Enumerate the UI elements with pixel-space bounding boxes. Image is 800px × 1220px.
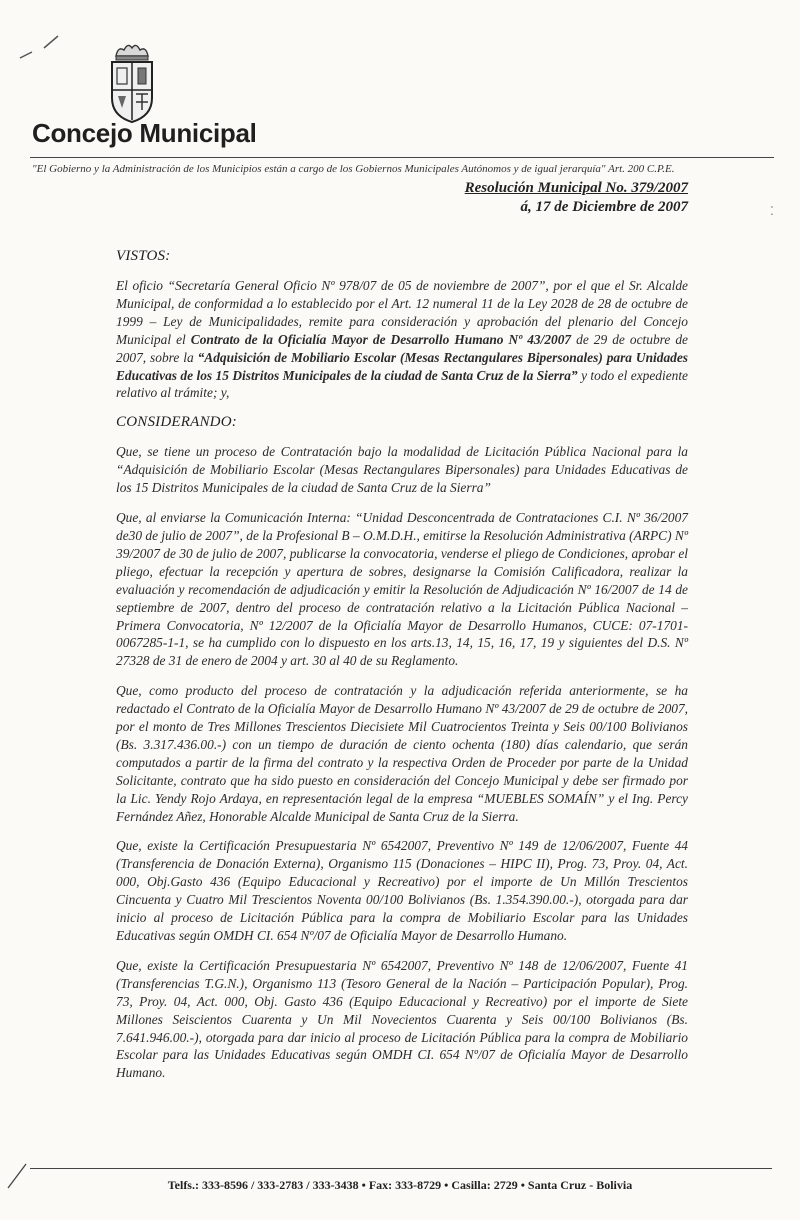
considerando-paragraph: Que, se tiene un proceso de Contratación bajo la modalidad de Licitación Pública Nacional para la “Adquisición de Mobiliario Escolar (Mesas Rectangulares Bipersonales) para Unidades Educativas de los 15 Distritos Municipales de la ciudad de Santa Cruz de la Sierra”: [116, 444, 688, 496]
vistos-text-1: El oficio “Secretaría General Oficio Nº 978/07 de 05 de noviembre de 2007”, por el que el Sr. Alcalde Municipal, de conformidad a lo establecido por el Art. 12 numeral 11 de la Ley 2028 de 28 de octubre de 1999 – Ley de Municipalidades, remite para consideración y aprobación del plenario del Concejo Municipal el: [116, 278, 688, 347]
footer-contact: Telfs.: 333-8596 / 333-2783 / 333-3438 • Fax: 333-8729 • Casilla: 2729 • Santa Cruz - Bolivia: [167, 1178, 633, 1192]
considerando-paragraph: Que, como producto del proceso de contratación y la adjudicación referida anteriormente, se ha redactado el Contrato de la Oficialía Mayor de Desarrollo Humano Nº 43/2007 de 29 de octubre de 2007, por el monto de Tres Millones Trescientos Diecisiete Mil Cuatrocientos Treinta y Seis 00/100 Bolivianos (Bs. 3.317.436.00.-) con un tiempo de duración de ciento ochenta (180) días calendario, que serán computados a partir de la firma del contrato y la respectiva Orden de Proceder por parte de la Unidad Solicitante, contrato que ha sido puesto en consideración del Concejo Municipal y debe ser firmado por la Lic. Yendy Rojo Ardaya, en representación legal de la empresa “MUEBLES SOMAÍN” y el Ing. Percy Fernández Añez, Honorable Alcalde Municipal de Santa Cruz de la Sierra.: [116, 683, 688, 824]
considerando-heading: CONSIDERANDO:: [116, 414, 237, 431]
org-title: Concejo Municipal: [32, 118, 257, 148]
pen-stroke-mark: [14, 30, 74, 66]
resolution-date: á, 17 de Diciembre de 2007: [520, 199, 688, 215]
stray-mark: ⁚: [770, 204, 774, 218]
header-divider: [30, 157, 774, 158]
resolution-number: Resolución Municipal No. 379/2007: [464, 180, 688, 196]
resolution-body: [116, 248, 688, 1094]
vistos-heading: VISTOS:: [116, 248, 171, 264]
vistos-text-2: de 29 de octubre de 2007, sobre la: [116, 331, 688, 365]
vistos-paragraph: [116, 277, 688, 402]
considerando-paragraph: Que, existe la Certificación Presupuestaria Nº 6542007, Preventivo Nº 148 de 12/06/2007, Fuente 41 (Transferencias T.G.N.), Organismo 113 (Tesoro General de la Nación – Participación Popular), Prog. 73, Proy. 04, Act. 000, Obj. Gasto 436 (Equipo Educacional y Recreativo) por el importe de Siete Millones Seiscientos Cuarenta y Un Mil Novecientos Cuarenta y Seis 00/100 Bolivianos (Bs. 7.641.946.00.-), otorgada para dar inicio al proceso de Licitación Pública para la compra de Mobiliario Escolar para las Unidades Educativas según OMDH CI. 654 Nº/07 de Oficialía Mayor de Desarrollo Humano.: [116, 957, 688, 1081]
vistos-text-3: y todo el expediente relativo al trámite; y,: [116, 367, 688, 401]
considerando-paragraph: Que, existe la Certificación Presupuestaria Nº 6542007, Preventivo Nº 149 de 12/06/2007, Fuente 44 (Transferencia de Donación Externa), Organismo 115 (Donaciones – HIPC II), Prog. 73, Proy. 04, Act. 000, Obj.Gasto 436 (Equipo Educacional y Recreativo) por el importe de Un Millón Trescientos Cincuenta y Cuatro Mil Trescientos Noventa 00/100 Bolivianos (Bs. 1.354.390.00.-), otorgada para dar inicio al proceso de Licitación Pública para la compra de Mobiliario Escolar para las Unidades Educativas según OMDH CI. 654 Nº/07 de Oficialía Mayor de Desarrollo Humano.: [116, 838, 688, 943]
vistos-subject: “Adquisición de Mobiliario Escolar (Mesas Rectangulares Bipersonales) para Unidades Educativas de los 15 Distritos Municipales de la ciudad de Santa Cruz de la Sierra”: [116, 349, 688, 383]
motto-line: "El Gobierno y la Administración de los Municipios están a cargo de los Gobiernos Municipales Autónomos y de igual jerarquía" Art. 200 C.P.E.: [32, 163, 675, 175]
considerando-paragraph: Que, al enviarse la Comunicación Interna: “Unidad Desconcentrada de Contrataciones C.I. Nº 36/2007 de30 de julio de 2007”, de la Profesional B – O.M.D.H., emitirse la Resolución Administrativa (ARPC) Nº 39/2007 de 30 de julio de 2007, publicarse la convocatoria, venderse el pliego de Condiciones, aprobar el pliego, efectuar la recepción y apertura de sobres, designarse la Comisión Calificadora, realizar la evaluación y recomendación de adjudicación y emitir la Resolución de Adjudicación Nº 16/2007 de 14 de septiembre de 2007, dentro del proceso de contratación relativo a la Licitación Pública Nacional – Primera Convocatoria, Nº 12/2007 de la Oficialía Mayor de Desarrollo Humanos, CUCE: 07-1701-0067285-1-1, se ha cumplido con lo dispuesto en los arts.13, 14, 15, 16, 17, 19 y siguientes del D.S. Nº 27328 de 31 de enero de 2004 y art. 30 al 40 de su Reglamento.: [116, 510, 688, 669]
footer-divider: [30, 1168, 772, 1169]
vistos-contract-ref: Contrato de la Oficialía Mayor de Desarrollo Humano Nº 43/2007: [190, 331, 572, 347]
municipal-crest-icon: [104, 42, 160, 124]
